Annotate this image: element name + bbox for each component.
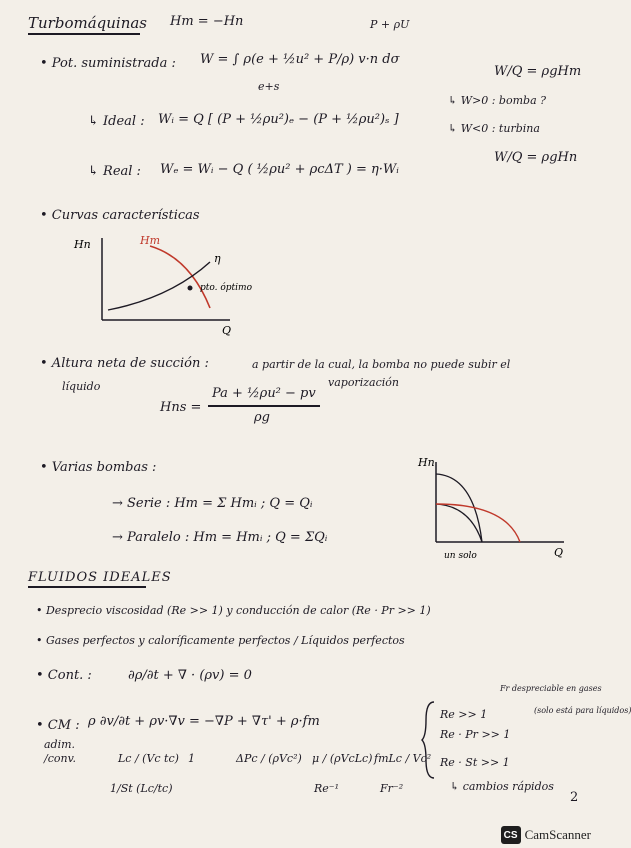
serie-equation: → Serie : Hm = Σ Hmᵢ ; Q = Qᵢ xyxy=(112,496,313,511)
conditions-brace xyxy=(420,700,440,780)
adim-term-1: Lc / (Vc tc) xyxy=(118,752,179,765)
right-eq-w-over-q-hn: W/Q = ρgHn xyxy=(494,150,578,165)
fluidos-title-underline xyxy=(28,586,146,588)
real-equation: Wₑ = Wᵢ − Q ( ½ρu² + ρcΔT ) = η·Wᵢ xyxy=(160,162,399,177)
parallel-curve xyxy=(436,504,520,542)
curve-hn-label: Hn xyxy=(74,238,91,251)
section-title-turbomaquinas: Turbomáquinas xyxy=(28,14,147,32)
cm-equation: ρ ∂v/∂t + ρv·∇v = −∇P + ∇τ' + ρ·fm xyxy=(88,714,320,729)
adim-label: adim. xyxy=(44,738,76,751)
curvas-label: • Curvas características xyxy=(40,208,200,223)
hns-denominator: ρg xyxy=(254,410,270,425)
condition-re-pr: Re · Pr >> 1 xyxy=(440,728,511,741)
title-underline xyxy=(28,33,140,35)
camscanner-watermark xyxy=(501,826,591,844)
paralelo-equation: → Paralelo : Hm = Hmᵢ ; Q = ΣQᵢ xyxy=(112,530,328,545)
altura-label: • Altura neta de succión : xyxy=(40,356,209,371)
hns-fraction-bar xyxy=(208,405,320,407)
ideal-label: ↳ Ideal : xyxy=(88,114,145,129)
characteristic-curves-plot xyxy=(60,228,250,338)
curve-eta-label: η xyxy=(214,252,221,265)
adim-term-5: fmLc / Vc² xyxy=(374,752,432,765)
pump-combination-graph xyxy=(414,452,574,562)
curve-hm-label: Hm xyxy=(140,234,161,247)
optimum-point xyxy=(188,286,193,291)
w-positive-note: ↳ W>0 : bomba ? xyxy=(448,94,547,107)
condition-re: Re >> 1 xyxy=(440,708,488,721)
hns-numerator: Pa + ½ρu² − pv xyxy=(212,386,316,401)
graph-hn-label: Hn xyxy=(418,456,435,469)
condition-liquidos-note: (solo está para líquidos) xyxy=(534,706,631,715)
cont-label: • Cont. : xyxy=(36,668,92,683)
hm-curve xyxy=(150,246,210,308)
w-negative-note: ↳ W<0 : turbina xyxy=(448,122,540,135)
hm-equation: Hm = −Hn xyxy=(170,14,244,29)
adim-term-4: μ / (ρVcLc) xyxy=(312,752,373,765)
pot-subscript: e+s xyxy=(258,80,280,93)
cont-equation: ∂ρ/∂t + ∇ · (ρv) = 0 xyxy=(128,668,252,683)
graph-q-label: Q xyxy=(554,546,564,559)
altura-description-2: líquido xyxy=(62,380,101,393)
adim-term-3: ΔPc / (ρVc²) xyxy=(236,752,302,765)
camscanner-brand: CamScanner xyxy=(524,827,591,842)
graph-unisolo-label: un solo xyxy=(444,551,477,561)
varias-label: • Varias bombas : xyxy=(40,460,157,475)
section-title-fluidos-ideales: FLUIDOS IDEALES xyxy=(28,570,172,585)
right-eq-w-over-q-hm: W/Q = ρgHm xyxy=(494,64,582,79)
cm-label: • CM : xyxy=(36,718,80,733)
cambios-rapidos-note: ↳ cambios rápidos xyxy=(450,780,554,793)
pot-label: • Pot. suministrada : xyxy=(40,56,176,71)
page-number: 2 xyxy=(570,790,579,805)
curve-q-label: Q xyxy=(222,324,232,337)
adim-froude: Fr⁻² xyxy=(380,782,404,795)
camscanner-logo-icon: CS xyxy=(501,826,521,844)
condition-re-st: Re · St >> 1 xyxy=(440,756,510,769)
eta-curve xyxy=(108,262,210,310)
adim-term-2: 1 xyxy=(188,752,195,765)
item-gases-perfectos: • Gases perfectos y caloríficamente perfectos / Líquidos perfectos xyxy=(36,634,405,647)
item-desprecio: • Desprecio viscosidad (Re >> 1) y conducción de calor (Re · Pr >> 1) xyxy=(36,604,431,617)
adim-strouhal: 1/St (Lc/tc) xyxy=(110,782,173,795)
ideal-equation: Wᵢ = Q [ (P + ½ρu²)ₑ − (P + ½ρu²)ₛ ] xyxy=(158,112,399,127)
conv-label: /conv. xyxy=(44,752,76,765)
curve-opt-label: pto. óptimo xyxy=(200,283,252,293)
pot-superscript: P + ρU xyxy=(370,18,410,31)
altura-description: a partir de la cual, la bomba no puede subir el xyxy=(252,358,511,371)
adim-reynolds: Re⁻¹ xyxy=(314,782,340,795)
fr-despreciable-note: Fr despreciable en gases xyxy=(500,684,602,693)
vaporizacion-note: vaporización xyxy=(328,376,399,389)
hns-lhs: Hns = xyxy=(160,400,202,415)
real-label: ↳ Real : xyxy=(88,164,141,179)
pot-equation: W = ∫ ρ(e + ½u² + P/ρ) v·n dσ xyxy=(200,52,400,67)
